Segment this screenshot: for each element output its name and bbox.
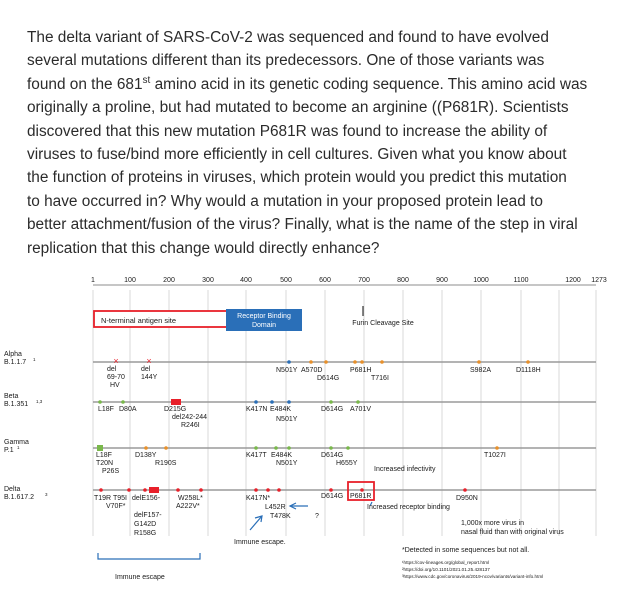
rbd-label: Receptor Binding (237, 313, 291, 320)
mutation-label: D80A (119, 406, 137, 413)
mutation-label: del242-244 (172, 414, 208, 421)
tick-label: 1 (91, 277, 95, 284)
tick-label: 300 (202, 277, 214, 284)
mutation-label: delE156- (132, 495, 161, 502)
mutation-label: del (141, 366, 151, 373)
mutation-label: N501Y (276, 367, 298, 374)
mutation-label: A222V* (176, 503, 200, 510)
mutation-label: K417T (246, 452, 267, 459)
mutation-label: T20N (96, 460, 114, 467)
tick-label: 600 (319, 277, 331, 284)
mutation-label: D614G (317, 375, 340, 382)
variant-name: Beta (4, 393, 19, 400)
mutation-label: T95I (113, 495, 128, 502)
alpha-labels (107, 366, 541, 389)
variant-names (4, 351, 48, 501)
mutation-label: E484K (271, 452, 293, 459)
mutation-label: L18F (98, 406, 114, 413)
mutation-label: R246I (181, 422, 200, 429)
mutation-label: D614G (321, 452, 344, 459)
mutation-label: T19R (94, 495, 112, 502)
mutation-label: E484K (270, 406, 292, 413)
tick-label: 200 (163, 277, 175, 284)
variant-ref: 3 (45, 492, 48, 497)
variant-name: Alpha (4, 351, 22, 358)
mutation-label: A701V (350, 406, 372, 413)
mutation-label: H655Y (336, 460, 358, 467)
reference: ²https://doi.org/10.1101/2021.01.25.428137 (402, 567, 490, 572)
question-line: discovered that this new mutation P681R was found to increase the ability of (27, 122, 548, 140)
mutation-label: D614G (321, 493, 344, 500)
footnote: *Detected in some sequences but not all. (402, 547, 530, 554)
variant-lineage: B.1.617.2 (4, 494, 34, 501)
question-line: originally a proline, but had mutated to become an arginine ((P681R). Scientists (27, 99, 569, 117)
tick-label: 900 (436, 277, 448, 284)
immune-escape-note: Immune escape. (234, 539, 286, 546)
mutation-label: K417N* (246, 495, 271, 502)
question-line: replication that this change would directly enhance? (27, 239, 380, 257)
alpha-markers (113, 356, 529, 366)
variant-ref: 1,3 (36, 399, 43, 404)
mutation-label: HV (110, 382, 120, 389)
mutation-label: R158G (134, 530, 157, 537)
mutation-label: T478K (270, 513, 291, 520)
virus-load-note: 1,000x more virus in (461, 520, 525, 527)
mutation-label: D215G (164, 406, 187, 413)
furin-label: Furin Cleavage Site (352, 320, 414, 327)
reference: ¹https://cov-lineages.org/global_report.html (402, 560, 490, 565)
question-line: several mutations different than its predecessors. One of those variants was (27, 52, 545, 70)
mutation-label: A570D (301, 367, 323, 374)
tick-label: 1200 (565, 277, 581, 284)
tick-label: 400 (240, 277, 252, 284)
mutation-label: del (107, 366, 117, 373)
question-line: the function of proteins in viruses, which protein would you predict this mutation (27, 169, 567, 187)
tick-label: 1000 (473, 277, 489, 284)
mutation-label: N501Y (276, 416, 298, 423)
deletion-mark: × (146, 356, 152, 366)
variant-bars (93, 362, 596, 490)
question-line (27, 73, 602, 96)
tick-label: 700 (358, 277, 370, 284)
mutation-label: T716I (371, 375, 389, 382)
immune-escape-label: Immune escape (115, 574, 165, 581)
variant-name: Delta (4, 486, 21, 493)
question-text (27, 26, 602, 260)
infectivity-note: Increased infectivity (374, 466, 436, 473)
reference: ³https://www.cdc.gov/coronavirus/2019-ncov/variants/variant-info.html (402, 574, 544, 579)
variant-ref: 1 (33, 357, 36, 362)
variant-lineage: P.1 (4, 447, 14, 454)
ntd-bracket (98, 553, 200, 559)
mutation-label: 144Y (141, 374, 158, 381)
mutation-label: L18F (96, 452, 112, 459)
mutation-label: N501Y (276, 460, 298, 467)
question-line: viruses to fuse/bind more efficiently in cell cultures. Given what you know about (27, 146, 567, 164)
mutation-map (0, 268, 618, 604)
question-fragment: found on the 681 (27, 75, 143, 93)
mutation-label: W258L* (178, 495, 203, 502)
beta-labels (98, 406, 371, 429)
mutation-label: P681H (350, 367, 372, 374)
mutation-label: G142D (134, 521, 157, 528)
variant-lineage: B.1.351 (4, 401, 29, 408)
virus-load-note: nasal fluid than with original virus (461, 529, 564, 536)
variant-lineage: B.1.1.7 (4, 359, 27, 366)
mutation-label: D138Y (135, 452, 157, 459)
mutation-label: delF157- (134, 512, 162, 519)
mutation-label: D950N (456, 495, 478, 502)
mutation-label: P681R (350, 493, 372, 500)
question-line: to have occurred in? Why would a mutation in your proposed protein lead to (27, 192, 543, 210)
mutation-label: T1027I (484, 452, 506, 459)
variant-ref: 1 (17, 445, 20, 450)
mutation-label: 69-70 (107, 374, 125, 381)
mutation-label: S982A (470, 367, 492, 374)
tick-label: 500 (280, 277, 292, 284)
deletion-mark: × (113, 356, 119, 366)
mutation-label: K417N (246, 406, 268, 413)
question-line: better attachment/fusion of the virus? Finally, what is the name of the step in viral (27, 216, 578, 234)
gamma-labels (96, 452, 506, 475)
variant-name: Gamma (4, 439, 29, 446)
mutation-label: L452R (265, 504, 286, 511)
rbd-label: Domain (251, 322, 277, 329)
mutation-label: V70F* (106, 503, 126, 510)
tick-label: 1273 (591, 277, 607, 284)
question-line: The delta variant of SARS-CoV-2 was sequenced and found to have evolved (27, 29, 549, 46)
spike-mutation-figure (0, 268, 618, 604)
ntd-label: N-terminal antigen site (101, 316, 177, 325)
mutation-label: D1118H (516, 367, 541, 374)
tick-label: 100 (124, 277, 136, 284)
arrow-head (255, 516, 262, 522)
mutation-label: R190S (155, 460, 177, 467)
tick-label: 1100 (513, 277, 529, 284)
mutation-label: P26S (102, 468, 120, 475)
tick-label: 800 (397, 277, 409, 284)
question-fragment: amino acid in its genetic coding sequence. This amino acid was (150, 75, 588, 93)
axis-tick-labels (91, 277, 607, 284)
question-mark: ? (315, 513, 319, 520)
receptor-note: Increased receptor binding (367, 504, 450, 511)
mutation-label: D614G (321, 406, 344, 413)
ordinal-suffix: st (142, 74, 151, 86)
